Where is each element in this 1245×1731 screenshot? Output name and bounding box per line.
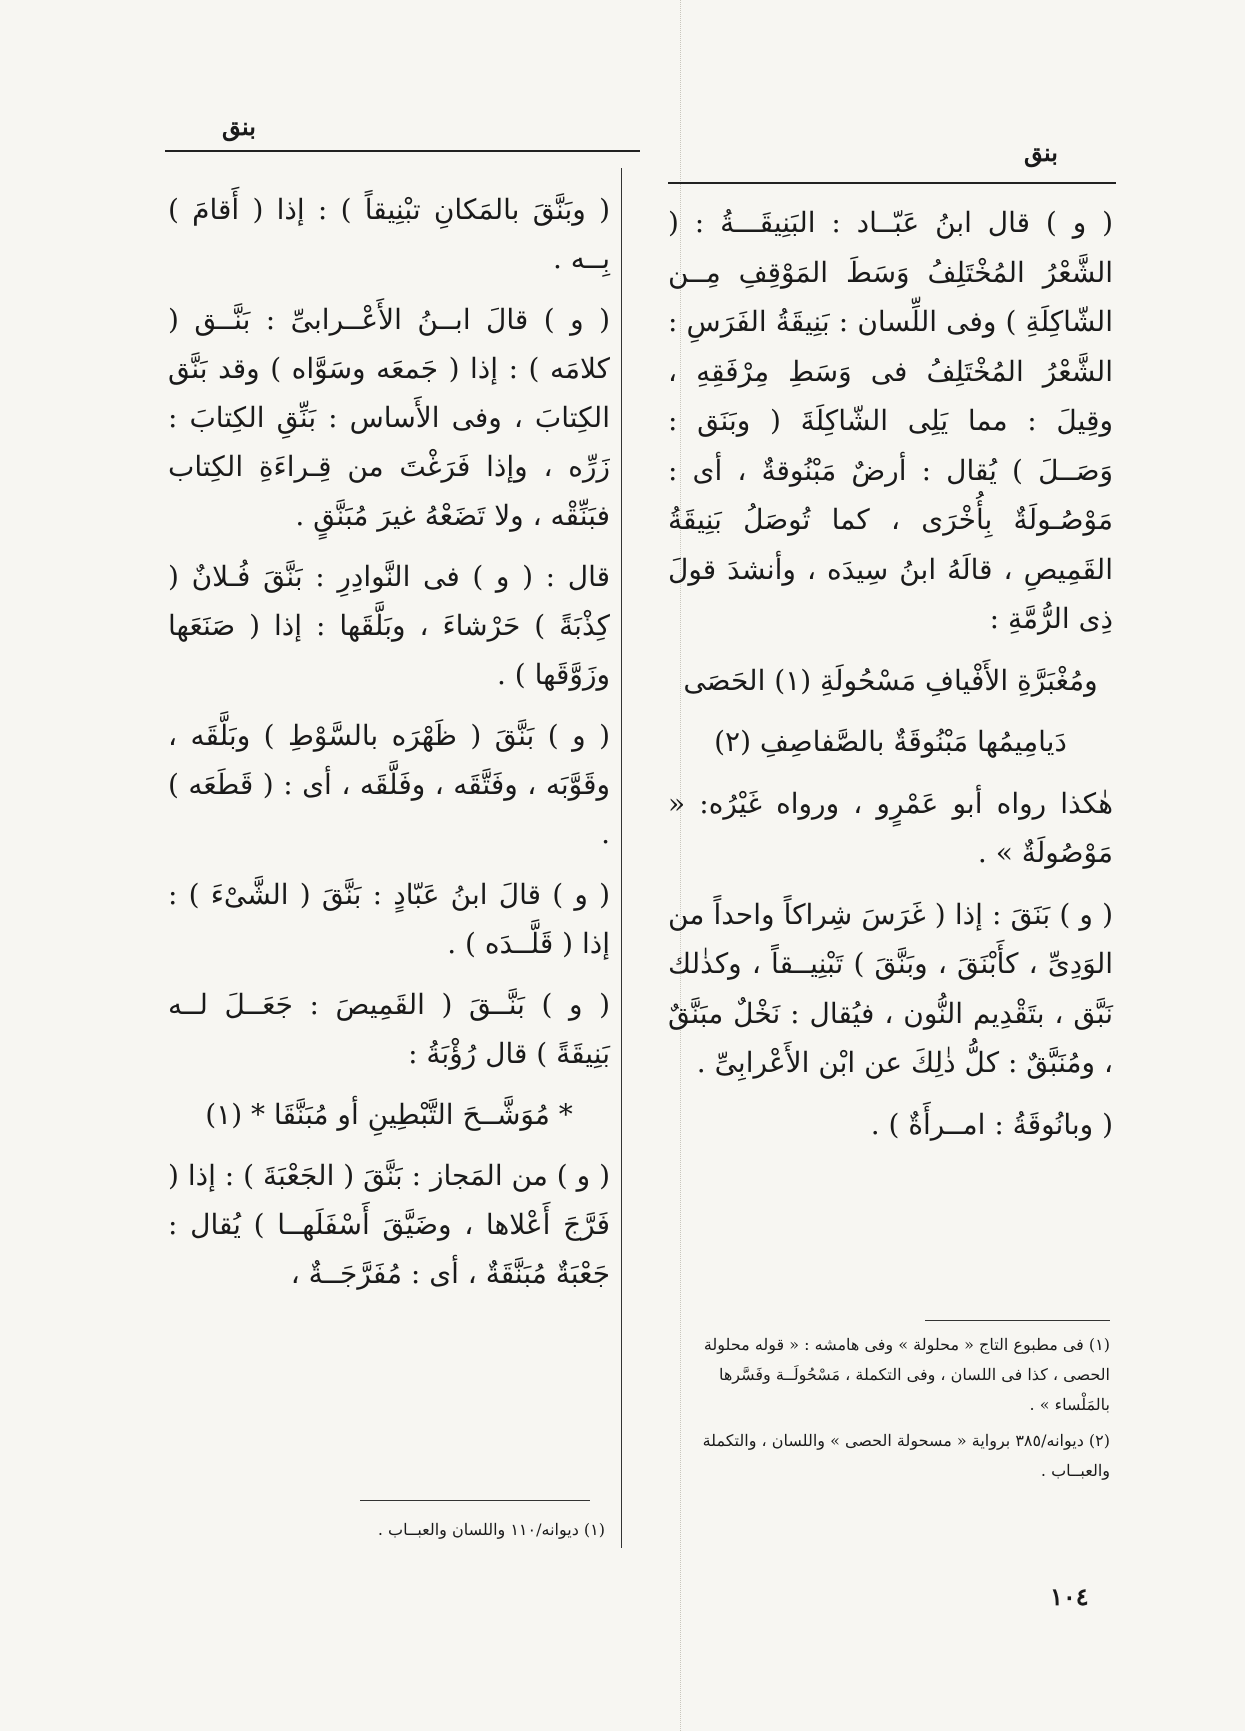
footnote-rule-left [360, 1500, 590, 1501]
entry-paragraph: ( و ) قال ابنُ عَبّــاد : البَنِيقَـــةُ : ( الشَّعْرُ المُخْتَلِفُ وَسَطَ المَوْقِفِ مِــن الشّاكِلَةِ ) وفى اللِّسان : بَنِيقَةُ الفَرَسِ : الشَّعْرُ المُخْتَلِفُ فى وَسَطِ مِرْفَقِهِ ، وقِيلَ : مما يَلِى الشّاكِلَةَ ( وبَنَق : وَصَــلَ ) يُقال : أرضٌ مَبْنُوقةٌ ، أى : مَوْصُـولَةٌ بِأُخْرَى ، كما تُوصَلُ بَنِيقَةُ القَمِيصِ ، قالَهُ ابنُ سِيدَه ، وأنشدَ قولَ ذِى الرُّمَّةِ : [668, 206, 1113, 635]
entry-paragraph: ( و ) بَنَقَ : إذا ( غَرَسَ شِراكاً واحداً من الوَدِىِّ ، كأَبْنَقَ ، وبَنَّقَ ) تَبْنِيــقاً ، وكذٰلك نَبَّق ، بتَقْدِيم النُّون ، فيُقال : نَخْلٌ مبَنَّقٌ ، ومُنَبَّقٌ : كلُّ ذٰلِكَ عن ابْن الأَعْرابِىِّ . [668, 897, 1113, 1079]
footnote-rule-right [925, 1320, 1110, 1321]
entry-paragraph: ( و ) بَنَّــقَ ( القَمِيصَ : جَعَــلَ لــه بَنِيقَةً ) قال رُؤْبَةُ : [168, 988, 610, 1070]
footnotes-left [260, 1515, 605, 1551]
entry-paragraph: ( و ) قالَ ابــنُ الأَعْــرابىِّ : بَنَّــق ( كلامَه ) : إذا ( جَمعَه وسَوَّاه ) وقد بَنَّق الكِتابَ ، وفى الأَساس : بَنِّقِ الكِتابَ : زَرِّه ، وإذا فَرَغْتَ من قِـراءَةِ الكِتاب فبَنِّقْه ، ولا تَضَعْهُ غيرَ مُبَنَّقٍ . [168, 303, 610, 532]
page-number: ١٠٤ [1050, 1582, 1089, 1611]
entry-paragraph: ( وبانُوقَةُ : امــرأَةٌ ) . [870, 1107, 1113, 1141]
left-column [168, 185, 610, 1310]
entry-paragraph: ( و ) قالَ ابنُ عَبّادٍ : بَنَّقَ ( الشَّىْءَ ) : إذا ( قَلَّــدَه ) . [168, 878, 610, 960]
column-divider [621, 168, 622, 1548]
header-rule-left [165, 150, 640, 152]
running-header-left: بنق [222, 112, 256, 141]
entry-paragraph: قال : ( و ) فى النَّوادِرِ : بَنَّقَ فُـلانٌ ( كِذْبَةً ) حَرْشاءَ ، وبَلَّقَها : إذا ( صَنَعَها وزَوَّقَها ) . [168, 560, 610, 691]
footnote: (٢) ديوانه/٣٨٥ برواية « مسحولة الحصى » واللسان ، والتكملة والعبــاب . [702, 1431, 1110, 1480]
entry-paragraph: ( و ) بَنَّقَ ( ظَهْرَه بالسَّوْطِ ) وبَلَّقَه ، وقَوَّبَه ، وفَتَّقَه ، وفَلَّقَه ، أى : ( قَطَعَه ) . [168, 719, 610, 850]
entry-paragraph: ( وبَنَّقَ بالمَكانِ تبْنِيقاً ) : إذا ( أَقامَ ) بِــه . [168, 193, 610, 275]
entry-paragraph: هٰكذا رواه أبو عَمْرٍو ، ورواه غَيْرُه: « مَوْصُولَةٌ » . [668, 786, 1113, 869]
right-column [668, 198, 1113, 1161]
verse-line: ومُغْبَرَّةِ الأَفْيافِ مَسْحُولَةِ (١) الحَصَى [683, 663, 1098, 697]
footnotes-right [670, 1330, 1110, 1492]
footnote: (١) فى مطبوع التاج « محلولة » وفى هامشه : « قوله محلولة الحصى ، كذا فى اللسان ، وفى التكملة ، مَسْحُولَــة وفَسَّرها بالمَلْساء » . [703, 1335, 1110, 1414]
running-header-right: بنق [1024, 138, 1058, 167]
footnote: (١) ديوانه/١١٠ واللسان والعبــاب . [377, 1520, 605, 1539]
verse-line: دَيامِيمُها مَبْنُوقَةٌ بالصَّفاصِفِ (٢) [714, 725, 1067, 758]
entry-paragraph: ( و ) من المَجاز : بَنَّقَ ( الجَعْبَةَ ) : إذا ( فَرَّجَ أَعْلاها ، وضَيَّقَ أَسْفَلَهــا ) يُقال : جَعْبَةٌ مُبَنَّقَةٌ ، أى : مُفَرَّجَــةٌ ، [168, 1159, 610, 1290]
header-rule-right [668, 182, 1116, 184]
verse-line: * مُوَشَّــحَ التَّبْطِينِ أو مُبَنَّقَا * (١) [205, 1098, 573, 1131]
